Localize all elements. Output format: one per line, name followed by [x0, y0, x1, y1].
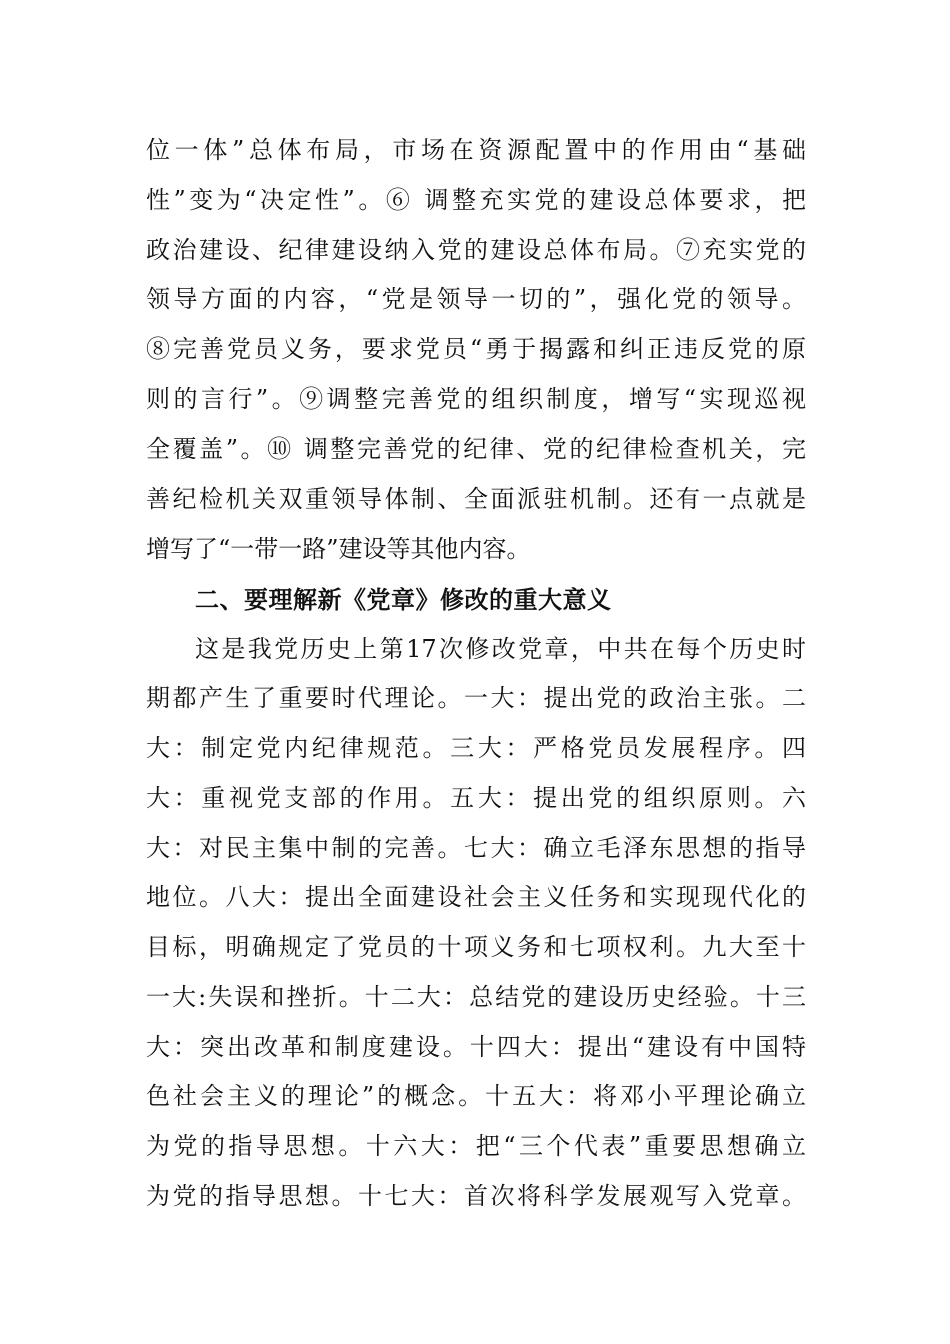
paragraph-1-line-2: 性”变为“决定性”。⑥ 调整充实党的建设总体要求，把: [146, 186, 806, 214]
paragraph-2-line-8: 一大:失误和挫折。十二大：总结党的建设历史经验。十三: [146, 983, 806, 1011]
paragraph-2-line-5: 大：对民主集中制的完善。七大：确立毛泽东思想的指导: [146, 834, 806, 862]
paragraph-2-line-1: 这是我党历史上第17次修改党章，中共在每个历史时: [195, 635, 806, 663]
paragraph-2-line-10: 色社会主义的理论”的概念。十五大：将邓小平理论确立: [146, 1082, 806, 1110]
paragraph-2-line-6: 地位。八大：提出全面建设社会主义任务和实现现代化的: [146, 883, 806, 911]
paragraph-1-line-9: 增写了“一带一路”建设等其他内容。: [146, 535, 531, 563]
paragraph-1-line-1: 位一体”总体布局，市场在资源配置中的作用由“基础: [146, 136, 806, 164]
paragraph-2-line-2: 期都产生了重要时代理论。一大：提出党的政治主张。二: [146, 684, 806, 712]
paragraph-2-line-11: 为党的指导思想。十六大：把“三个代表”重要思想确立: [146, 1132, 806, 1160]
paragraph-2-line-4: 大：重视党支部的作用。五大：提出党的组织原则。六: [146, 784, 806, 812]
paragraph-1-line-3: 政治建设、纪律建设纳入党的建设总体布局。⑦充实党的: [146, 236, 806, 264]
paragraph-1-line-7: 全覆盖”。⑩ 调整完善党的纪律、党的纪律检查机关，完: [146, 435, 806, 463]
section-heading: 二、要理解新《党章》修改的重大意义: [195, 586, 612, 614]
paragraph-1-line-5: ⑧完善党员义务，要求党员“勇于揭露和纠正违反党的原: [146, 335, 806, 363]
paragraph-1-line-8: 善纪检机关双重领导体制、全面派驻机制。还有一点就是: [146, 485, 806, 513]
paragraph-2-line-9: 大：突出改革和制度建设。十四大：提出“建设有中国特: [146, 1033, 806, 1061]
paragraph-2-line-12: 为党的指导思想。十七大：首次将科学发展观写入党章。: [146, 1182, 806, 1210]
paragraph-2-line-3: 大：制定党内纪律规范。三大：严格党员发展程序。四: [146, 734, 806, 762]
paragraph-1-line-4: 领导方面的内容，“党是领导一切的”，强化党的领导。: [146, 285, 806, 313]
paragraph-2-line-7: 目标，明确规定了党员的十项义务和七项权利。九大至十: [146, 933, 806, 961]
paragraph-1-line-6: 则的言行”。⑨调整完善党的组织制度，增写“实现巡视: [146, 385, 806, 413]
